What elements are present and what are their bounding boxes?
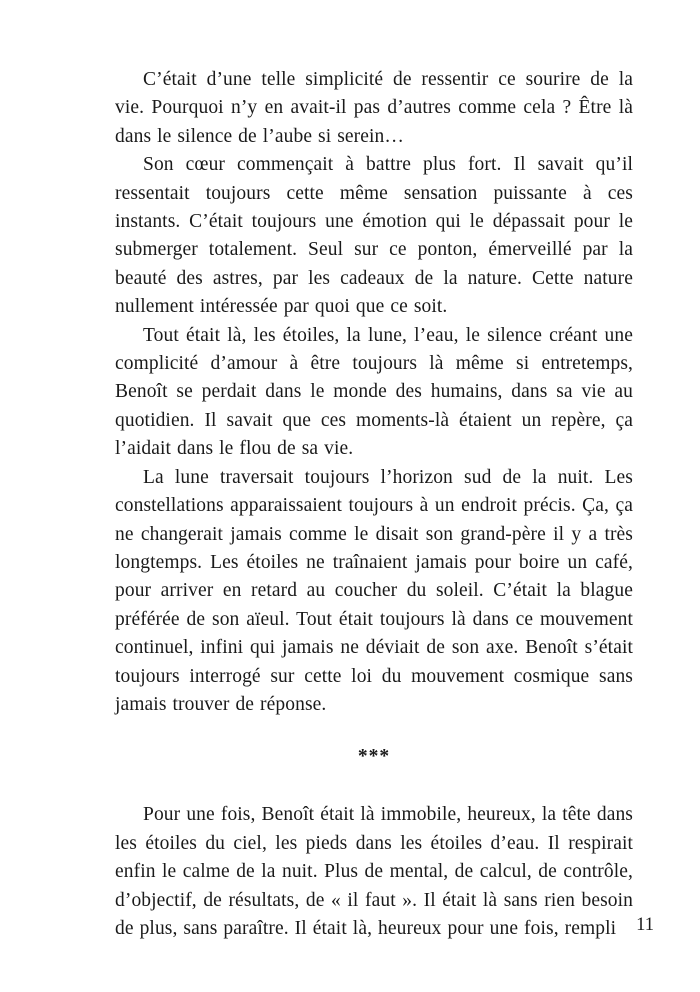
text-block	[115, 66, 633, 943]
paragraph: Son cœur commençait à battre plus fort. Il savait qu’il ressentait toujours cette même sensation puissante à ces instants. C’était toujours une émotion qui le dépassait pour le submerger totalement. Seul sur ce ponton, émerveillé par la beauté des astres, par les cadeaux de la nature. Cette nature nullement intéressée par quoi que ce soit.	[115, 154, 633, 318]
paragraph: La lune traversait toujours l’horizon sud de la nuit. Les constellations apparaissaient toujours à un endroit précis. Ça, ça ne changerait jamais comme le disait son grand-père il y a très longtemps. Les étoiles ne traînaient jamais pour boire un café, pour arriver en retard au coucher du soleil. C’était la blague préférée de son aïeul. Tout était toujours là dans ce mouvement continuel, infini qui jamais ne déviait de son axe. Benoît s’était toujours interrogé sur cette loi du mouvement cosmique sans jamais trouver de réponse.	[115, 466, 633, 715]
section-separator: ***	[357, 746, 391, 768]
paragraph: Tout était là, les étoiles, la lune, l’eau, le silence créant une complicité d’amour à être toujours là même si entretemps, Benoît se perdait dans le monde des humains, dans sa vie au quotidien. Il savait que ces moments-là étaient un repère, ça l’aidait dans le flou de sa vie.	[115, 324, 633, 460]
paragraph: Pour une fois, Benoît était là immobile, heureux, la tête dans les étoiles du ciel, les pieds dans les étoiles d’eau. Il respirait enfin le calme de la nuit. Plus de mental, de calcul, de contrôle, d’objectif, de résultats, de « il faut ». Il était là sans rien besoin de plus, sans paraître. Il était là, heureux pour une fois, rempli	[115, 804, 633, 939]
page-number: 11	[636, 915, 654, 935]
paragraph: C’était d’une telle simplicité de ressentir ce sourire de la vie. Pourquoi n’y en avait-il pas d’autres comme cela ? Être là dans le silence de l’aube si serein…	[115, 69, 633, 147]
